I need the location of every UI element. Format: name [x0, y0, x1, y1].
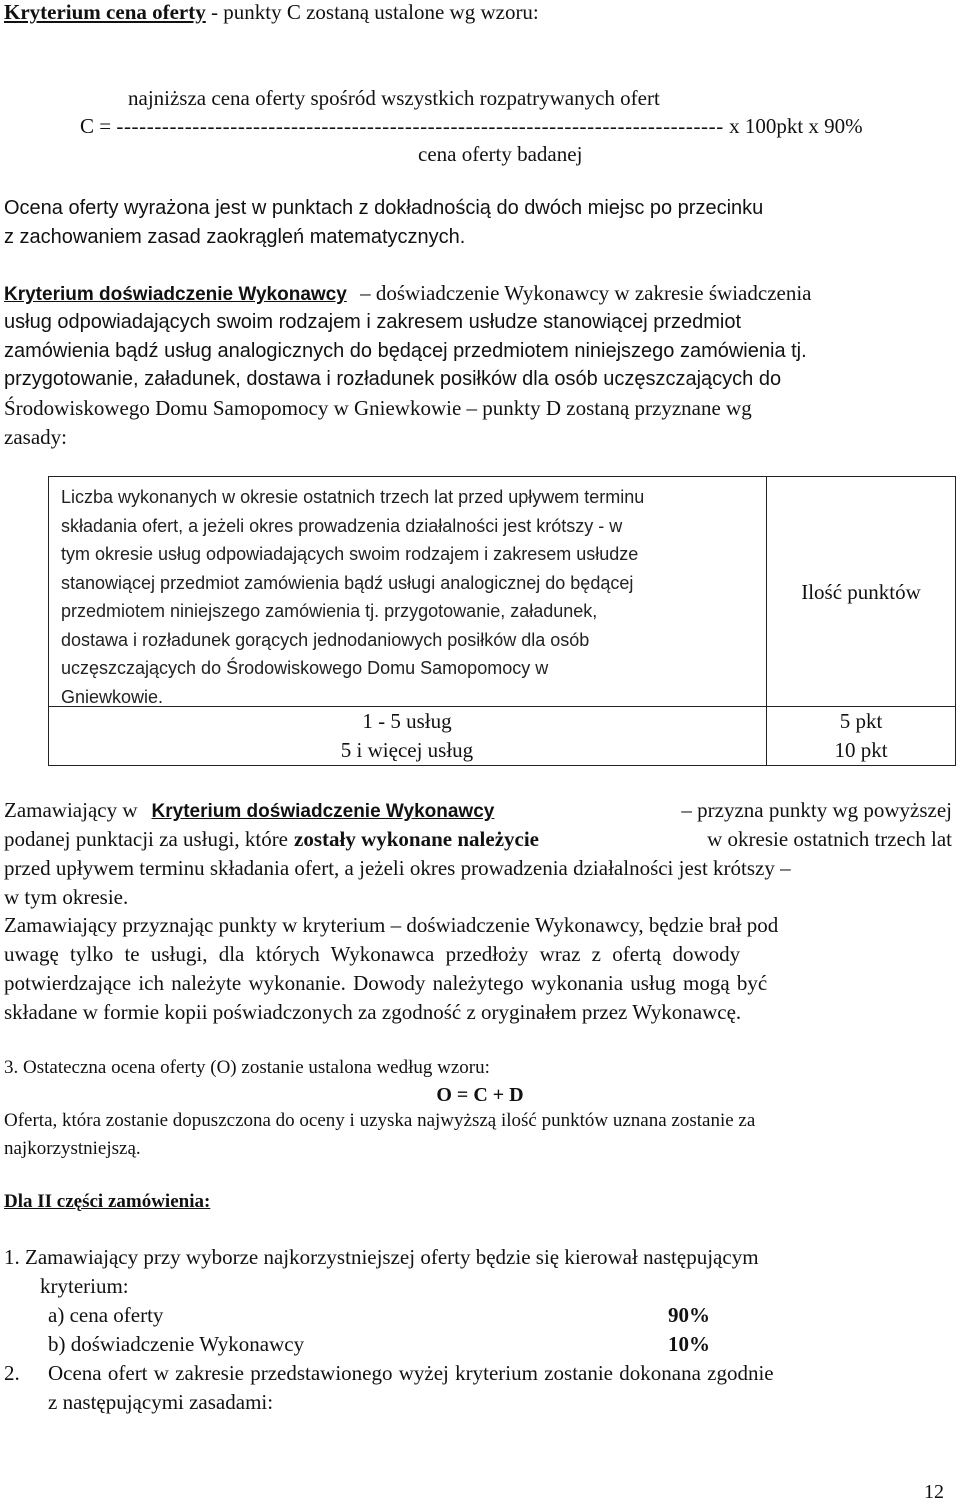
sec3-p1-b: – przyzna punkty wg powyższej [681, 798, 952, 822]
sec5-item1-line1: 1. Zamawiający przy wyborze najkorzystniejszej oferty będzie się kierował następującym [4, 1245, 759, 1269]
table-header-line: składania ofert, a jeżeli okres prowadzenia działalności jest krótszy - w [61, 515, 623, 536]
sec2-line1-rest: – doświadczenie Wykonawcy w zakresie świadczenia [360, 281, 812, 305]
sec3-para1-line1 [4, 798, 952, 823]
sec2-line6: zasady: [4, 425, 67, 449]
sec4-line1: 3. Ostateczna ocena oferty (O) zostanie ustalona według wzoru: [4, 1057, 490, 1078]
table-header-line: dostawa i rozładunek gorących jednodaniowych posiłków dla osób [61, 629, 590, 650]
sec3-para2-line3: potwierdzające ich należyte wykonanie. Dowody należytego wykonania usług mogą być [4, 971, 768, 995]
table-header-line: Liczba wykonanych w okresie ostatnich trzech lat przed upływem terminu [61, 487, 645, 507]
sec2-line4: przygotowanie, załadunek, dostawa i rozładunek posiłków dla osób uczęszczających do [4, 368, 782, 390]
sec5-item2-line1: Ocena ofert w zakresie przedstawionego wyżej kryterium zostanie dokonana zgodnie [48, 1361, 774, 1385]
sec3-para2-line1: Zamawiający przyznając punkty w kryterium – doświadczenie Wykonawcy, będzie brał pod [4, 913, 779, 937]
sec2-line1 [4, 281, 952, 306]
sec1-title: Kryterium cena oferty [4, 0, 206, 24]
table-row-range: 5 i więcej usług [340, 738, 474, 762]
sec3-para1-line3: przed upływem terminu składania ofert, a jeżeli okres prowadzenia działalności jest krótszy – [4, 856, 791, 880]
sec5-title: Dla II części zamówienia: [4, 1191, 211, 1212]
table-header-description [61, 483, 644, 711]
sec2-title: Kryterium doświadczenie Wykonawcy [4, 284, 347, 305]
sec2-line2: usług odpowiadających swoim rodzajem i zakresem usłudze stanowiącej przedmiot [4, 311, 742, 333]
formula-c-lhs: C = [80, 114, 112, 138]
sec5-crit-b: b) doświadczenie Wykonawcy [48, 1332, 305, 1356]
sec3-p1-l2-bold: zostały wykonane należycie [294, 827, 539, 851]
formula-dashes: -------------------------------------------------------------------------------- [116, 114, 724, 138]
table-header-line: stanowiącej przedmiot zamówienia bądź usługi analogicznej do będącej [61, 572, 634, 593]
table-header-line: uczęszczających do Środowiskowego Domu Samopomocy w [61, 658, 549, 678]
sec5-crit-b-value: 10% [668, 1332, 710, 1356]
sec5-item1-line2: kryterium: [40, 1274, 129, 1298]
table-header-line: przedmiotem niniejszego zamówienia tj. przygotowanie, załadunek, [61, 601, 598, 621]
sec3-p1-l2a: podanej punktacji za usługi, które [4, 827, 289, 851]
sec4-line2: Oferta, która zostanie dopuszczona do oceny i uzyska najwyższą ilość punktów uznana zostanie za [4, 1110, 756, 1131]
sec3-p1-a: Zamawiający w [4, 798, 138, 822]
sec3-p1-title: Kryterium doświadczenie Wykonawcy [151, 801, 495, 822]
sec1-heading [4, 0, 539, 25]
table-row-range: 1 - 5 usług [362, 709, 452, 733]
table-row-points: 10 pkt [834, 738, 888, 762]
table-row-points: 5 pkt [839, 709, 883, 733]
sec5-item2-line2: z następującymi zasadami: [48, 1390, 274, 1414]
sec1-note-line1-text: Ocena oferty wyrażona jest w punktach z dokładnością do dwóch miejsc po przecinku [4, 197, 764, 219]
table-header-line: tym okresie usług odpowiadających swoim rodzajem i zakresem usłudze [61, 544, 639, 564]
sec1-note-line1 [4, 197, 952, 220]
sec2-line5: Środowiskowego Domu Samopomocy w Gniewkowie – punkty D zostaną przyznane wg [4, 396, 752, 420]
sec3-para2-line2: uwagę tylko te usługi, dla których Wykonawca przedłoży wraz z ofertą dowody [4, 942, 741, 966]
formula-numerator: najniższa cena oferty spośród wszystkich rozpatrywanych ofert [128, 86, 660, 110]
sec5-item2-number: 2. [4, 1361, 20, 1385]
formula-line [80, 114, 863, 139]
formula-multiplier: x 100pkt x 90% [729, 114, 863, 138]
sec3-p1-l2b: w okresie ostatnich trzech lat [707, 827, 952, 851]
sec3-para2-line4: składane w formie kopii poświadczonych za zgodność z oryginałem przez Wykonawcę. [4, 1000, 742, 1024]
sec5-crit-a: a) cena oferty [48, 1303, 164, 1327]
sec1-note-line2: z zachowaniem zasad zaokrągleń matematycznych. [4, 226, 466, 248]
sec1-title-rest: - punkty C zostaną ustalone wg wzoru: [205, 0, 539, 24]
sec4-line3: najkorzystniejszą. [4, 1138, 141, 1159]
table-header-points: Ilość punktów [801, 580, 921, 604]
sec2-line3: zamówienia bądź usług analogicznych do będącej przedmiotem niniejszego zamówienia tj. [4, 340, 807, 362]
table-header-line: Gniewkowie. [61, 686, 164, 707]
sec3-para1-line2 [4, 827, 952, 852]
sec5-crit-a-value: 90% [668, 1303, 710, 1327]
sec3-para1-line4: w tym okresie. [4, 885, 129, 909]
formula-denominator: cena oferty badanej [418, 142, 583, 166]
page-number: 12 [924, 1481, 944, 1503]
sec4-formula: O = C + D [436, 1084, 524, 1106]
